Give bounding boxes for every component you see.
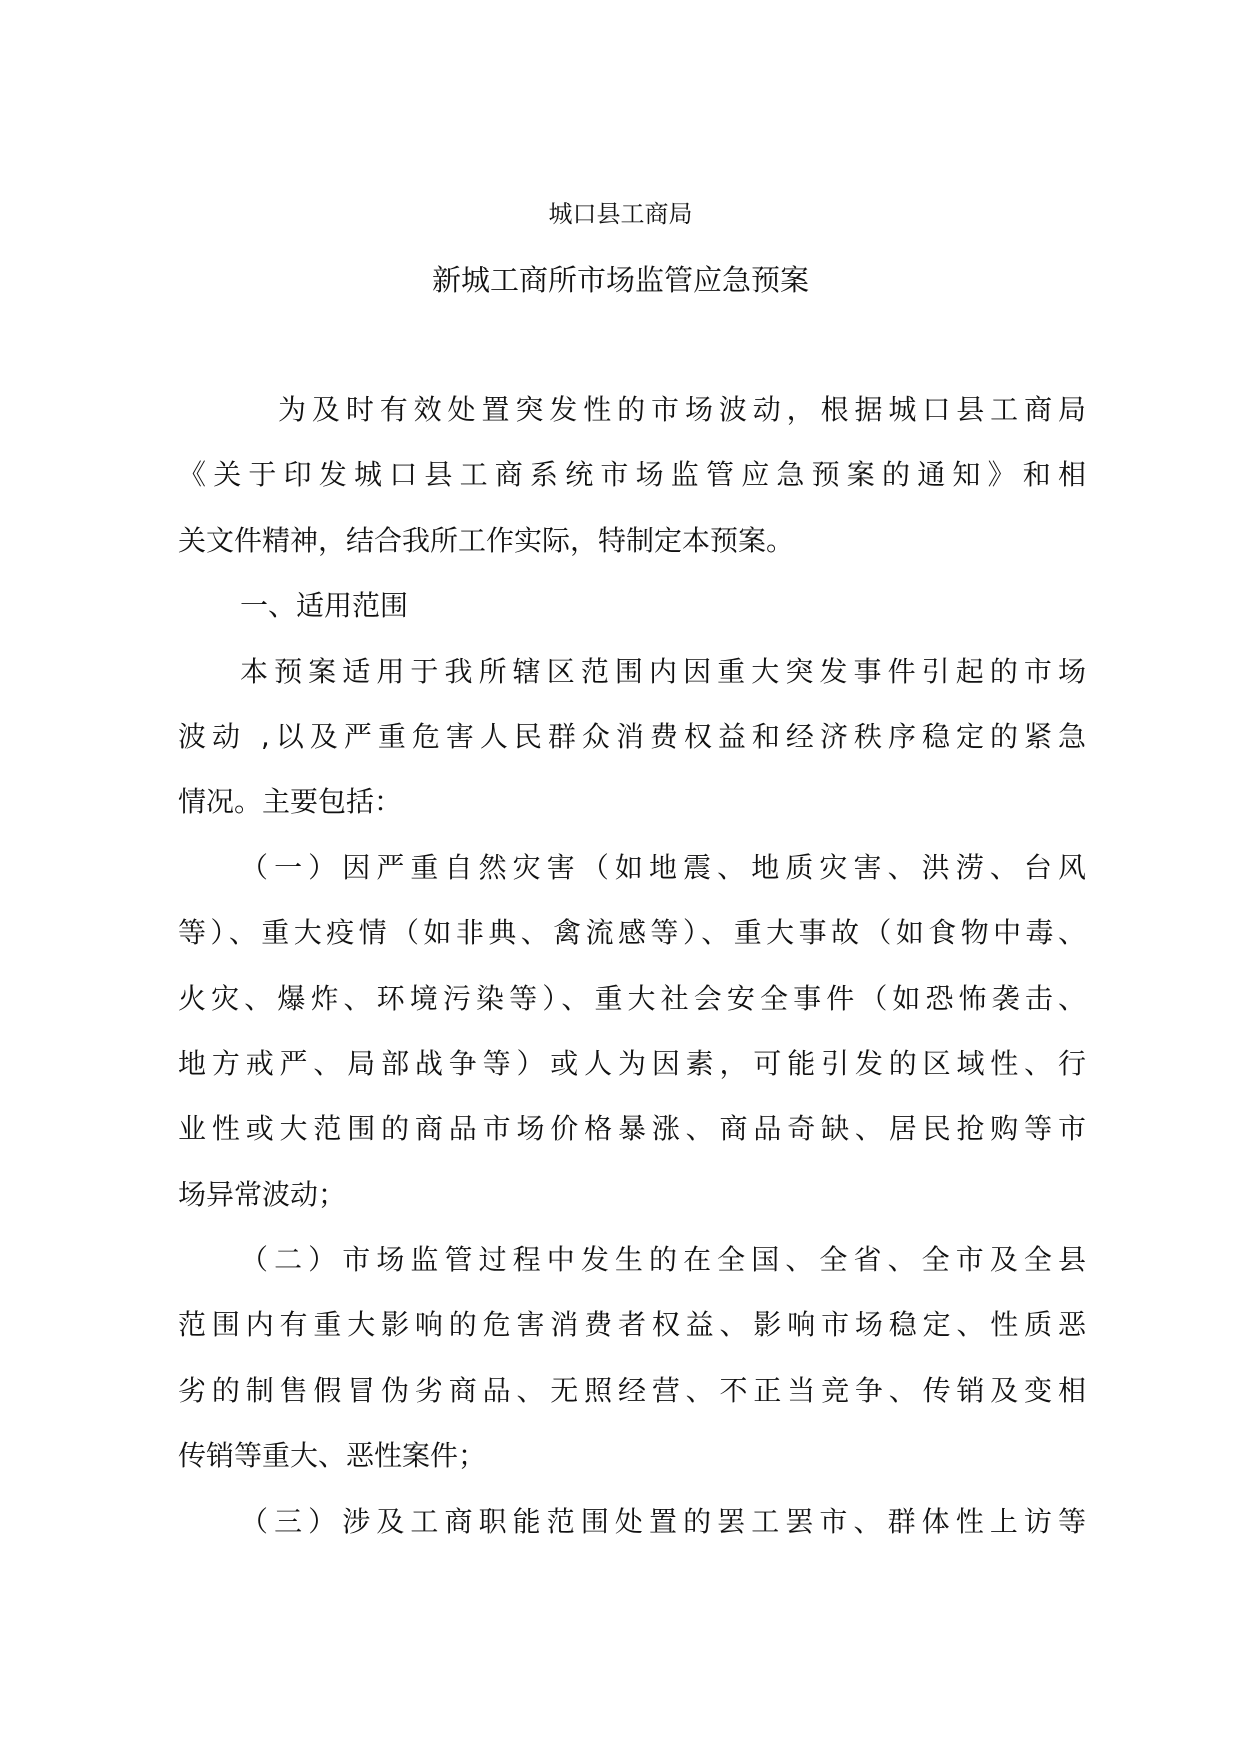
- paragraph-line: 波动 ,以及严重危害人民群众消费权益和经济秩序稳定的紧急: [178, 719, 1086, 753]
- section-heading: 一、适用范围: [240, 589, 409, 623]
- paragraph-line: 关文件精神，结合我所工作实际，特制定本预案。: [178, 523, 795, 557]
- paragraph-line: 范围内有重大影响的危害消费者权益、影响市场稳定、性质恶: [178, 1308, 1086, 1342]
- paragraph-line: 等）、重大疫情（如非典、禽流感等）、重大事故（如食物中毒、: [178, 916, 1086, 950]
- paragraph-line: （三）涉及工商职能范围处置的罢工罢市、群体性上访等: [240, 1504, 1086, 1538]
- paragraph-line: 传销等重大、恶性案件；: [178, 1439, 487, 1473]
- paragraph-line: 地方戒严、局部战争等）或人为因素，可能引发的区域性、行: [178, 1046, 1086, 1080]
- document-body: [178, 388, 1086, 1565]
- paragraph-line: 《关于印发城口县工商系统市场监管应急预案的通知》和相: [178, 458, 1086, 492]
- document-title: 新城工商所市场监管应急预案: [431, 263, 809, 297]
- paragraph-line: 场异常波动；: [178, 1177, 347, 1211]
- document-org-heading: 城口县工商局: [548, 200, 693, 228]
- paragraph-line: （二）市场监管过程中发生的在全国、全省、全市及全县: [240, 1243, 1086, 1277]
- paragraph-line: 火灾、爆炸、环境污染等）、重大社会安全事件（如恐怖袭击、: [178, 981, 1086, 1015]
- paragraph-line: （一）因严重自然灾害（如地震、地质灾害、洪涝、台风: [240, 850, 1086, 884]
- paragraph-line: 劣的制售假冒伪劣商品、无照经营、不正当竞争、传销及变相: [178, 1373, 1086, 1407]
- paragraph-line: 情况。主要包括：: [178, 785, 403, 819]
- paragraph-line: 为及时有效处置突发性的市场波动，根据城口县工商局: [278, 393, 1086, 426]
- paragraph-line: 业性或大范围的商品市场价格暴涨、商品奇缺、居民抢购等市: [178, 1112, 1086, 1146]
- paragraph-line: 本预案适用于我所辖区范围内因重大突发事件引起的市场: [240, 654, 1086, 688]
